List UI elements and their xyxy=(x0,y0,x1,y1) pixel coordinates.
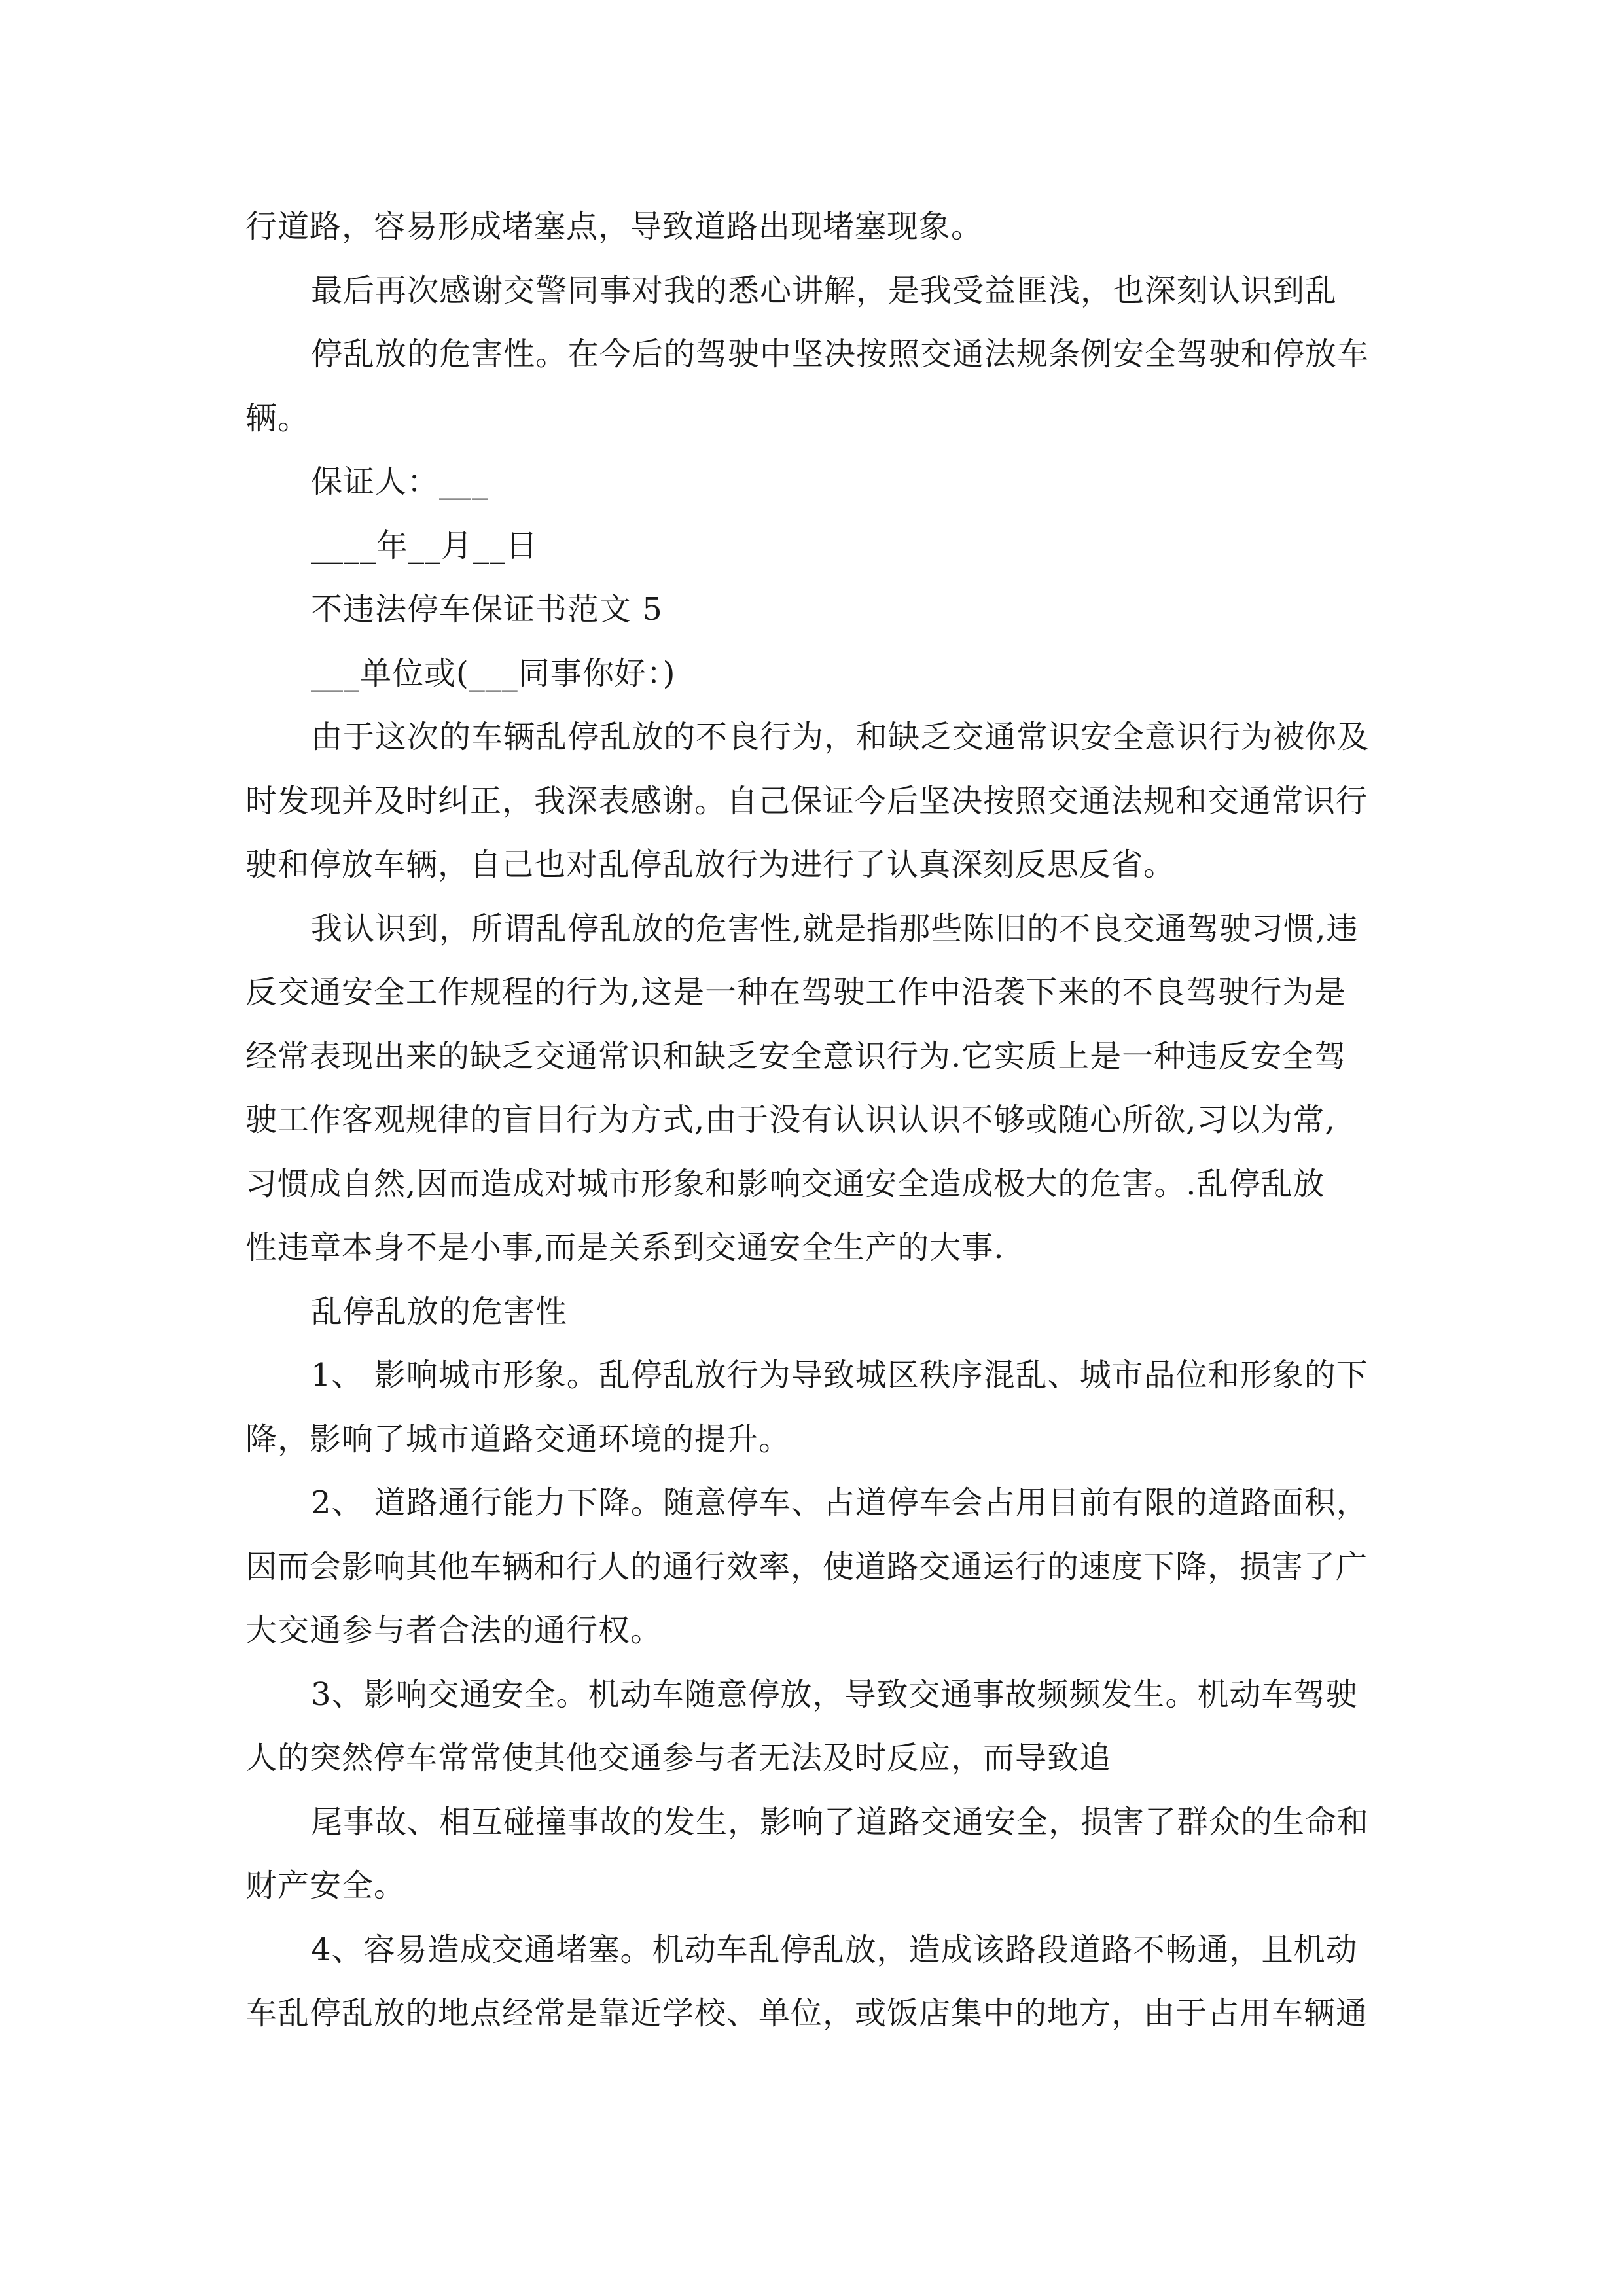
date-line: ____年__月__日 xyxy=(311,527,539,564)
list-item: 4、容易造成交通堵塞。机动车乱停乱放，造成该路段道路不畅通，且机动 xyxy=(311,1931,1358,1968)
text-line: 最后再次感谢交警同事对我的悉心讲解，是我受益匪浅，也深刻认识到乱 xyxy=(311,272,1338,309)
text-line: 时发现并及时纠正，我深表感谢。自己保证今后坚决按照交通法规和交通常识行 xyxy=(245,782,1368,819)
list-item: 1、 影响城市形象。乱停乱放行为导致城区秩序混乱、城市品位和形象的下 xyxy=(311,1357,1368,1393)
text-line: 财产安全。 xyxy=(245,1867,406,1904)
document-body xyxy=(245,195,1378,2046)
text-line: 车乱停乱放的地点经常是靠近学校、单位，或饭店集中的地方，由于占用车辆通 xyxy=(245,1995,1368,2032)
text-line: 我认识到，所谓乱停乱放的危害性,就是指那些陈旧的不良交通驾驶习惯,违 xyxy=(311,910,1359,947)
text-line: 人的突然停车常常使其他交通参与者无法及时反应，而导致追 xyxy=(245,1740,1112,1776)
list-item: 3、影响交通安全。机动车随意停放，导致交通事故频频发生。机动车驾驶 xyxy=(311,1676,1358,1713)
salutation-line: ___单位或(___同事你好：) xyxy=(311,655,676,692)
text-line: 反交通安全工作规程的行为,这是一种在驾驶工作中沿袭下来的不良驾驶行为是 xyxy=(245,974,1347,1011)
text-line: 辆。 xyxy=(245,399,310,437)
signature-line: 保证人：___ xyxy=(311,463,489,500)
section-title: 不违法停车保证书范文 5 xyxy=(311,591,663,628)
text-line: 驶和停放车辆，自己也对乱停乱放行为进行了认真深刻反思反省。 xyxy=(245,846,1176,883)
text-line: 习惯成自然,因而造成对城市形象和影响交通安全造成极大的危害。.乱停乱放 xyxy=(245,1165,1325,1202)
text-line: 由于这次的车辆乱停乱放的不良行为，和缺乏交通常识安全意识行为被你及 xyxy=(311,719,1370,755)
text-line: 驶工作客观规律的盲目行为方式,由于没有认识认识不够或随心所欲,习以为常, xyxy=(245,1102,1336,1138)
text-line: 经常表现出来的缺乏交通常识和缺乏安全意识行为.它实质上是一种违反安全驾 xyxy=(245,1037,1347,1075)
text-line: 大交通参与者合法的通行权。 xyxy=(245,1612,663,1649)
text-line: 行道路，容易形成堵塞点，导致道路出现堵塞现象。 xyxy=(245,208,984,245)
text-line: 尾事故、相互碰撞事故的发生，影响了道路交通安全，损害了群众的生命和 xyxy=(311,1803,1370,1840)
text-line: 降，影响了城市道路交通环境的提升。 xyxy=(245,1420,791,1458)
text-line: 因而会影响其他车辆和行人的通行效率，使道路交通运行的速度下降，损害了广 xyxy=(245,1548,1368,1585)
list-item: 2、 道路通行能力下降。随意停车、占道停车会占用目前有限的道路面积， xyxy=(311,1484,1368,1521)
text-line: 性违章本身不是小事,而是关系到交通安全生产的大事. xyxy=(245,1229,1005,1266)
subheading: 乱停乱放的危害性 xyxy=(311,1293,568,1330)
text-line: 停乱放的危害性。在今后的驾驶中坚决按照交通法规条例安全驾驶和停放车 xyxy=(311,336,1370,372)
